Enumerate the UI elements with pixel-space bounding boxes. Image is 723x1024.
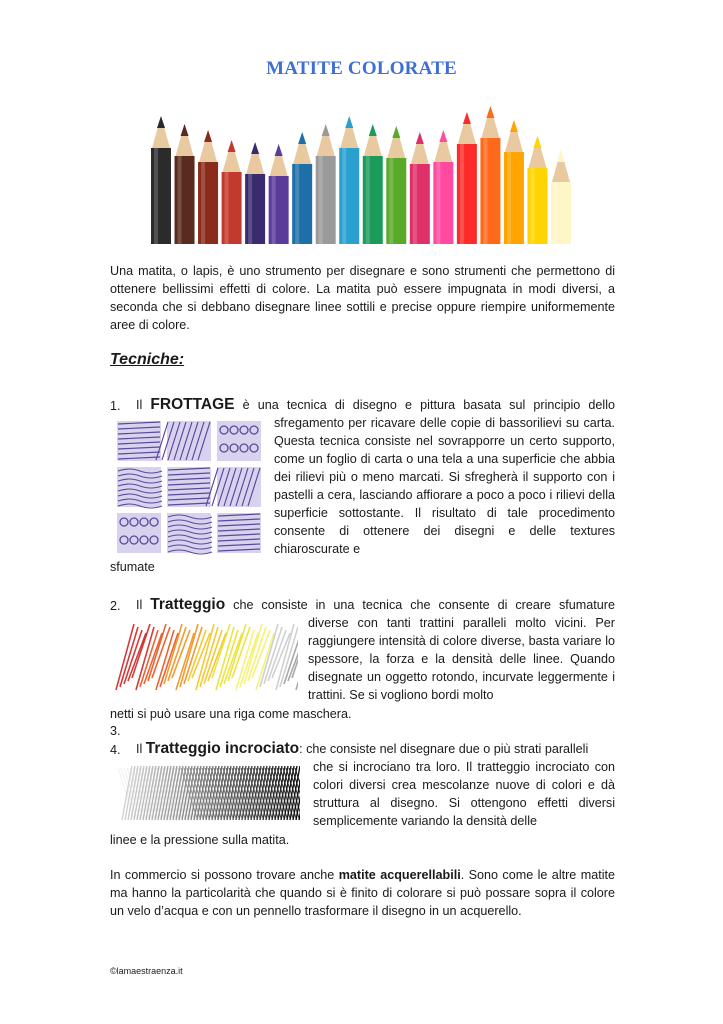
pencil-tip [345, 116, 353, 128]
item-4-prefix: Il [136, 742, 143, 756]
item-2-body: diverse con tanti trattini paralleli molto vicini. Per raggiungere intensità di colore diverse, basta variare lo spessore, la forza e la densità delle linee. Quando disegnate un oggetto rotondo, incurvate leggermente i trattini. Se si vogliono bordi molto [308, 616, 615, 702]
frottage-tile [117, 421, 161, 461]
pencil-highlight [319, 156, 323, 244]
item-3-number: 3. [110, 724, 121, 738]
item-4-term: Tratteggio incrociato [145, 740, 300, 757]
pencil-tip [251, 142, 259, 154]
pencil [410, 132, 430, 244]
pencil-highlight [295, 164, 299, 244]
item-2-first-line [136, 596, 615, 614]
pencil [151, 116, 171, 244]
frottage-tile [117, 467, 162, 508]
item-1-term: FROTTAGE [150, 396, 235, 413]
item-1-first-line [136, 396, 615, 414]
frottage-tile [167, 513, 212, 554]
pencil-highlight [507, 152, 511, 244]
pencil [504, 120, 524, 244]
frottage-tile [217, 513, 261, 553]
pencil-highlight [342, 148, 346, 244]
item-2-first-line-rest: che consiste in una tecnica che consente di creare sfumature [233, 598, 615, 612]
pencil-tip [298, 132, 306, 144]
pencil [433, 130, 453, 244]
pencil [527, 136, 547, 244]
tile-bg [217, 421, 261, 461]
item-4-first-line [136, 740, 588, 758]
pencil-tip [228, 140, 236, 152]
pencil [339, 116, 359, 244]
frottage-tile [167, 467, 211, 507]
frottage-tile [117, 513, 161, 553]
intro-paragraph: Una matita, o lapis, è uno strumento per disegnare e sono strumenti che permettono di ottenere bellissimi effetti di colore. La matita può essere impugnata in modi diversi, a seconda che si debbano disegnare linee sottili e precise oppure riempire uniformemente aree di colore. [110, 264, 615, 332]
pencil-highlight [460, 144, 464, 244]
item-2-number: 2. [110, 599, 121, 613]
pencil-highlight [201, 162, 205, 244]
frottage-tile [217, 421, 261, 461]
item-4-body: che si incrociano tra loro. Il tratteggio incrociato con colori diversi crea mescolanze nuove di colori e dà struttura al disegno. Si ottengono effetti diversi semplicemente variando la densità delle [313, 760, 615, 828]
frottage-textures-image [116, 420, 264, 556]
item-2-term: Tratteggio [150, 596, 226, 613]
pencil-tip [557, 150, 565, 162]
pencil-highlight [225, 172, 229, 244]
item-2-prefix: Il [136, 598, 143, 612]
pencil-tip [486, 106, 494, 118]
pencil-highlight [272, 176, 276, 244]
item-1-number: 1. [110, 399, 121, 413]
pencil-highlight [366, 156, 370, 244]
pencil-body [292, 164, 312, 244]
pencil [222, 140, 242, 244]
pencil-highlight [436, 162, 440, 244]
pencil-tip [463, 112, 471, 124]
item-4-number: 4. [110, 743, 121, 757]
pencil-highlight [483, 138, 487, 244]
pencil-highlight [413, 164, 417, 244]
pencil-highlight [178, 156, 182, 244]
pencil [198, 130, 218, 244]
pencil [245, 142, 265, 244]
pencil [363, 124, 383, 244]
hatch-stroke [128, 633, 146, 681]
final-before: In commercio si possono trovare anche [110, 868, 339, 882]
pencil-highlight [554, 182, 558, 244]
pencil-tip [392, 126, 400, 138]
colored-pencils-image [150, 102, 572, 244]
pencil [269, 144, 289, 244]
pencil-highlight [389, 158, 393, 244]
frottage-tile [206, 467, 261, 507]
hatch-stroke [208, 633, 226, 681]
pencil [316, 124, 336, 244]
pencil-tip [369, 124, 377, 136]
pencil [292, 132, 312, 244]
pencil-tip [157, 116, 165, 128]
pencil-tip [533, 136, 541, 148]
item-2-tail: netti si può usare una riga come maschera. [110, 707, 352, 721]
item-1-first-line-rest: è una tecnica di disegno e pittura basata sul principio dello [242, 398, 616, 412]
pencil-tip [510, 120, 518, 132]
pencil-tip [204, 130, 212, 142]
final-bold-term: matite acquerellabili [338, 868, 461, 882]
techniques-heading: Tecniche: [110, 351, 185, 368]
item-1-tail: sfumate [110, 560, 155, 574]
pencil [551, 150, 571, 244]
pencil-highlight [530, 168, 534, 244]
pencil-body [222, 172, 242, 244]
cross-hatching-image [118, 762, 300, 824]
pencil-tip [275, 144, 283, 156]
pencil-highlight [154, 148, 158, 244]
frottage-tile [156, 421, 211, 461]
pencil-tip [322, 124, 330, 136]
pencil [457, 112, 477, 244]
item-4-first-line-rest: : che consiste nel disegnare due o più strati paralleli [299, 742, 589, 756]
page-title: MATITE COLORATE [266, 58, 457, 79]
final-after: . Sono come le altre matite ma hanno la particolarità che quando si è finito di colorare si può possare sopra il colore un velo d’acqua e con un pennello trasformare il disegno in un acquerello. [110, 868, 616, 918]
pencil [480, 106, 500, 244]
item-1-prefix: Il [136, 398, 143, 412]
pencil-highlight [248, 174, 252, 244]
pencil [175, 124, 195, 244]
pencil-tip [181, 124, 189, 136]
tile-bg [117, 513, 161, 553]
hatch-stroke [284, 630, 298, 684]
item-4-tail: linee e la pressione sulla matita. [110, 833, 290, 847]
hatching-colors-image [112, 620, 298, 692]
pencil-tip [416, 132, 424, 144]
footer-copyright: ©lamaestraenza.it [110, 966, 183, 976]
pencil-tip [439, 130, 447, 142]
pencil [386, 126, 406, 244]
item-1-body: sfregamento per ricavare delle copie di bassorilievi su carta. Questa tecnica consiste nel sovrapporre un certo supporto, come un foglio di carta o una tela a una superficie che abbia dei rilievi più o meno marcati. Si sfregherà il supporto con i pastelli a cera, lasciando affiorare a poco a poco i rilievi della superficie sottostante. Il risultato di tale procedimento consente di ottenere dei disegni e delle textures chiaroscurate e [274, 416, 615, 556]
watercolor-pencils-paragraph [110, 866, 615, 920]
pencil-body [316, 156, 336, 244]
